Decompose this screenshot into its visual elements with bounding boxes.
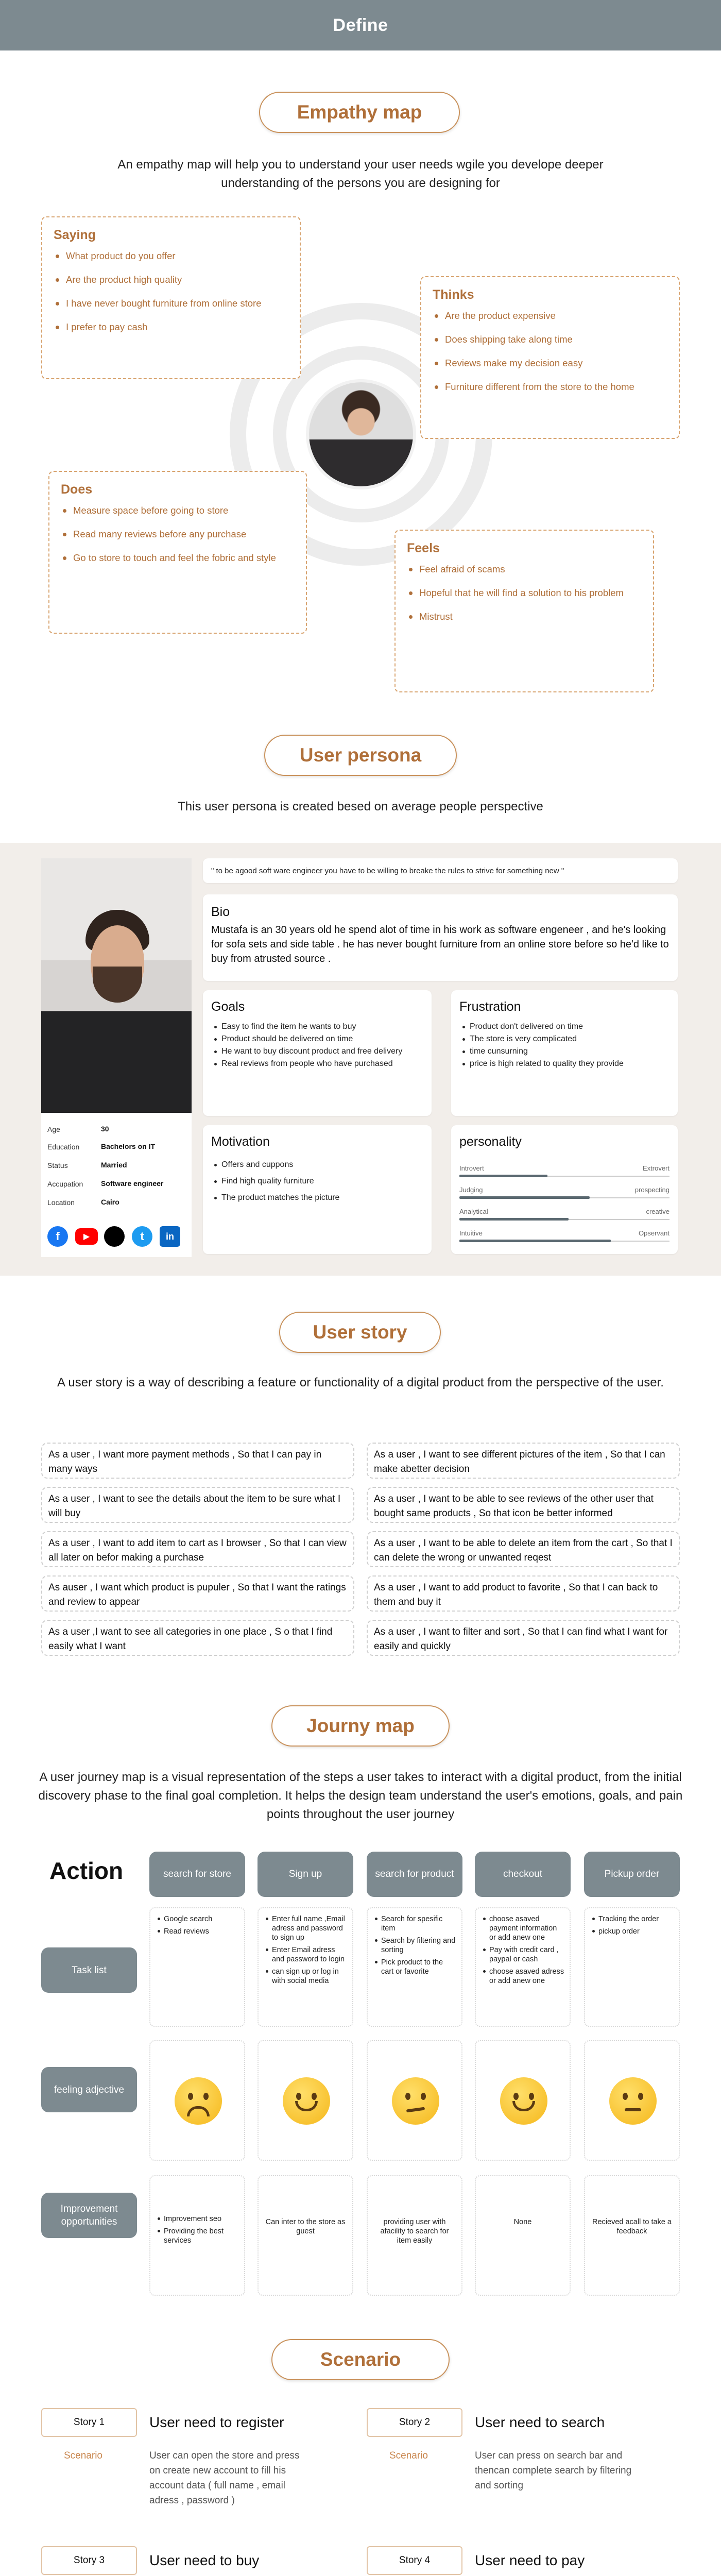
trait-level-bar [459, 1240, 611, 1242]
task-item: Pick product to the cart or favorite [374, 1958, 456, 1976]
journey-step-2: Sign up [258, 1852, 353, 1897]
task-cell [584, 1907, 680, 2027]
scenario-story-title: User need to register [149, 2414, 284, 2430]
improvement-text: providing user with afacility to search for item easily [380, 2218, 449, 2245]
scenario-story-title: User need to search [475, 2414, 605, 2430]
feels-title: Feels [407, 541, 440, 555]
user-story-card: As a user , I want to add product to favorite , So that I can back to them and buy it [367, 1575, 680, 1612]
saying-item: I prefer to pay cash [54, 321, 288, 333]
trait-right-label: Extrovert [642, 1164, 670, 1172]
improvement-item: Improvement seo [157, 2214, 239, 2224]
task-item: Google search [157, 1914, 239, 1924]
empathy-feels-card [394, 530, 654, 692]
twitter-icon[interactable]: t [132, 1226, 152, 1247]
trait-left-label: Judging [459, 1186, 483, 1194]
scenario-story-tag: Story 4 [367, 2546, 462, 2575]
scenario-story-tag: Story 1 [41, 2408, 137, 2437]
trait-right-label: creative [646, 1208, 670, 1215]
user-story-card: As a user ,I want to see all categories in one place , S o that I find easily what I want [41, 1620, 354, 1656]
journey-row-label: Improvement opportunities [41, 2193, 137, 2238]
frustration-item: time cunsurning [461, 1046, 670, 1057]
scenario-heading: Scenario [271, 2339, 450, 2380]
scenario-story-text: User can press on search bar and thencan complete search by filtering and sorting [475, 2450, 632, 2491]
motivation-item: The product matches the picture [213, 1193, 423, 1203]
thinks-item: Reviews make my decision easy [433, 357, 667, 369]
empathy-does-card [48, 471, 307, 634]
sad-face-icon [175, 2077, 222, 2125]
task-item: pickup order [591, 1927, 674, 1936]
info-age: Age 30 [47, 1125, 109, 1133]
user-story-card: As a user , I want to filter and sort , So that I can find what I want for easily and quickly [367, 1620, 680, 1656]
goal-item: He want to buy discount product and free delivery [213, 1046, 423, 1057]
empathy-intro: An empathy map will help you to understand your user needs wgile you develope deeper understanding of the persons you are designing for [117, 158, 604, 190]
improvement-cell [475, 2175, 571, 2296]
does-item: Go to store to touch and feel the fobric and style [61, 552, 295, 564]
empathy-saying-card [41, 216, 301, 379]
task-item: Enter Email adress and password to login [265, 1945, 347, 1964]
user-story-card: As a user , I want more payment methods , So that I can pay in many ways [41, 1443, 354, 1479]
feels-item: Feel afraid of scams [407, 563, 642, 575]
does-item: Measure space before going to store [61, 504, 295, 517]
feeling-cell [584, 2040, 680, 2161]
journey-step-5: Pickup order [584, 1852, 680, 1897]
persona-motivation-card [203, 1125, 432, 1254]
does-item: Read many reviews before any purchase [61, 528, 295, 540]
feeling-cell [149, 2040, 245, 2161]
bio-text: Mustafa is an 30 years old he spend alot of time in his work as software engeneer , and he's looking for sofa sets and side table . he has never bought furniture from an online store before so he'd like to buy from atrusted source . [211, 924, 669, 964]
improvement-text: Recieved acall to take a feedback [592, 2218, 672, 2235]
info-accupation: Accupation Software engineer [47, 1179, 164, 1188]
user-story-card: As a user , I want to add item to cart as I browser , So that I can view all later on befor making a purchase [41, 1531, 354, 1567]
task-cell [367, 1907, 462, 2027]
frustration-item: price is high related to quality they provide [461, 1059, 670, 1069]
scenario-label: Scenario [389, 2450, 428, 2461]
journey-map-heading: Journy map [271, 1705, 450, 1747]
goal-item: Real reviews from people who have purchased [213, 1059, 423, 1069]
user-story-card: As a user , I want to be able to delete an item from the cart , So that I can delete the wrong or unwanted reqest [367, 1531, 680, 1567]
info-location: Location Cairo [47, 1198, 119, 1207]
trait-left-label: Introvert [459, 1164, 484, 1172]
trait-right-label: Opservant [639, 1229, 670, 1237]
saying-title: Saying [54, 228, 96, 242]
youtube-icon[interactable]: ▶ [75, 1228, 98, 1245]
info-education: Education Bachelors on IT [47, 1142, 156, 1151]
linkedin-icon[interactable]: in [160, 1226, 180, 1247]
scenario-story-title: User need to pay [475, 2552, 585, 2568]
task-item: choose asaved payment information or add anew one [482, 1914, 564, 1942]
empathy-thinks-card [420, 276, 680, 439]
persona-frustration-card [451, 990, 678, 1116]
scenario-label: Scenario [64, 2450, 102, 2461]
improvement-cell [367, 2175, 462, 2296]
persona-bio-card [203, 894, 678, 981]
task-item: Read reviews [157, 1927, 239, 1936]
facebook-icon[interactable]: f [47, 1226, 68, 1247]
task-item: choose asaved adress or add anew one [482, 1967, 564, 1986]
user-story-card: As a user , I want to see different pictures of the item , So that I can make abetter decision [367, 1443, 680, 1479]
user-persona-heading: User persona [264, 735, 457, 776]
empathy-avatar [306, 379, 416, 489]
improvement-item: Providing the best services [157, 2227, 239, 2245]
goal-item: Product should be delivered on time [213, 1034, 423, 1044]
frustration-item: Product don't delivered on time [461, 1022, 670, 1032]
trait-level-bar [459, 1175, 547, 1177]
smile-face-icon [500, 2077, 547, 2125]
personality-title: personality [459, 1134, 522, 1149]
task-item: Search for spesific item [374, 1914, 456, 1933]
task-item: Tracking the order [591, 1914, 674, 1924]
thinking-face-icon [609, 2077, 657, 2125]
task-cell [475, 1907, 571, 2027]
frustration-item: The store is very complicated [461, 1034, 670, 1044]
journey-intro: A user journey map is a visual representation of the steps a user takes to interact with a digital product, from the initial discovery phase to the final goal completion. It helps the design team understand the user's emotions, goals, and pain points throughout the user journey [38, 1770, 683, 1821]
journey-step-4: checkout [475, 1852, 571, 1897]
improvement-cell [258, 2175, 353, 2296]
persona-quote: " to be agood soft ware engineer you have to be willing to breake the rules to strive for something new " [203, 858, 678, 883]
task-item: can sign up or log in with social media [265, 1967, 347, 1986]
user-story-intro: A user story is a way of describing a feature or functionality of a digital product from the perspective of the user. [57, 1376, 664, 1389]
persona-goals-card [203, 990, 432, 1116]
action-label: Action [49, 1857, 124, 1884]
feeling-cell [258, 2040, 353, 2161]
task-cell [149, 1907, 245, 2027]
task-item: Pay with credit card , paypal or cash [482, 1945, 564, 1964]
trait-right-label: prospecting [634, 1186, 670, 1194]
goals-title: Goals [211, 999, 245, 1014]
journey-row-label: feeling adjective [41, 2067, 137, 2112]
raised-eyebrow-face-icon [392, 2077, 439, 2125]
saying-item: I have never bought furniture from online store [54, 297, 288, 310]
frustration-title: Frustration [459, 999, 521, 1014]
motivation-item: Find high quality furniture [213, 1176, 423, 1187]
improvement-cell [584, 2175, 680, 2296]
user-story-card: As auser , I want which product is pupuler , So that I want the ratings and review to appear [41, 1575, 354, 1612]
persona-photo [41, 858, 192, 1113]
improvement-text: None [513, 2218, 532, 2226]
scenario-story-tag: Story 3 [41, 2546, 137, 2575]
does-title: Does [61, 482, 93, 497]
thinks-item: Are the product expensive [433, 310, 667, 322]
smile-face-icon [283, 2077, 330, 2125]
user-story-card: As a user , I want to see the details about the item to be sure what I will buy [41, 1487, 354, 1523]
empathy-map-heading: Empathy map [259, 92, 460, 133]
task-item: Enter full name ,Email adress and password to sign up [265, 1914, 347, 1942]
user-story-heading: User story [279, 1312, 441, 1353]
scenario-story-tag: Story 2 [367, 2408, 462, 2437]
feeling-cell [475, 2040, 571, 2161]
trait-level-bar [459, 1196, 590, 1199]
thinks-item: Does shipping take along time [433, 333, 667, 346]
task-cell [258, 1907, 353, 2027]
feeling-cell [367, 2040, 462, 2161]
feels-item: Mistrust [407, 611, 642, 623]
page-title: Define [333, 15, 388, 35]
trait-left-label: Intuitive [459, 1229, 483, 1237]
scenario-story-text: User can open the store and press on create new account to fill his account data ( full name , email adress , password ) [149, 2450, 300, 2506]
motivation-item: Offers and cuppons [213, 1160, 423, 1170]
apple-icon[interactable] [104, 1226, 125, 1247]
trait-level-bar [459, 1218, 569, 1221]
motivation-title: Motivation [211, 1134, 270, 1149]
scenario-story-title: User need to buy [149, 2552, 260, 2568]
trait-left-label: Analytical [459, 1208, 488, 1215]
task-item: Search by filtering and sorting [374, 1936, 456, 1955]
saying-item: What product do you offer [54, 250, 288, 262]
journey-step-3: search for product [367, 1852, 462, 1897]
improvement-cell [149, 2175, 245, 2296]
feels-item: Hopeful that he will find a solution to his problem [407, 587, 642, 599]
thinks-item: Furniture different from the store to the home [433, 381, 667, 393]
thinks-title: Thinks [433, 287, 474, 302]
user-story-card: As a user , I want to be able to see reviews of the other user that bought same products , So that icon be better informed [367, 1487, 680, 1523]
journey-row-label: Task list [41, 1947, 137, 1993]
saying-item: Are the product high quality [54, 274, 288, 286]
info-status: Status Married [47, 1161, 127, 1170]
persona-intro: This user persona is created besed on average people perspective [178, 800, 543, 814]
improvement-text: Can inter to the store as guest [265, 2218, 346, 2235]
journey-step-1: search for store [149, 1852, 245, 1897]
bio-title: Bio [211, 905, 230, 919]
page-header [0, 0, 721, 50]
goal-item: Easy to find the item he wants to buy [213, 1022, 423, 1032]
